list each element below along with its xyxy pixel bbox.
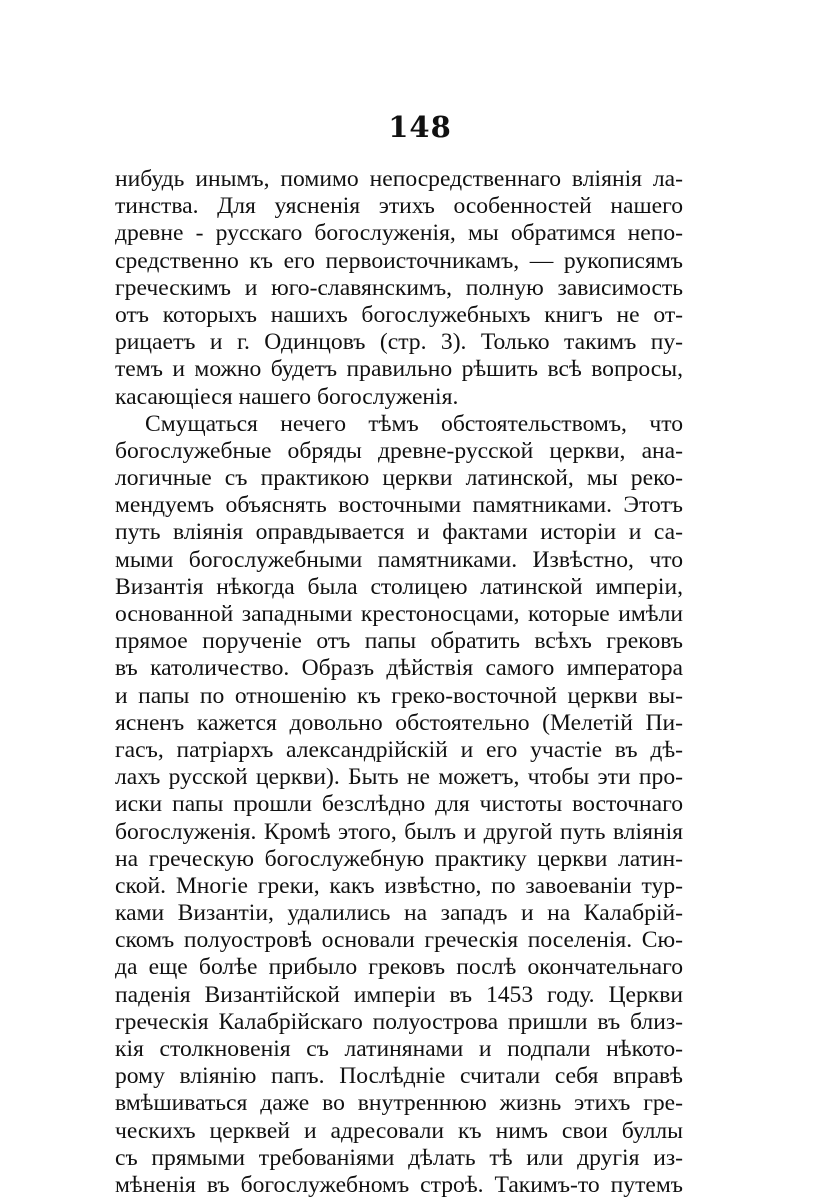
text-line: ками Византіи, удалились на западъ и на Калабрій- bbox=[115, 900, 683, 927]
text-line: средственно къ его первоисточникамъ, — рукописямъ bbox=[115, 247, 683, 274]
text-line: гасъ, патріархъ александрійскій и его участіе въ дѣ- bbox=[115, 736, 683, 763]
text-line: рицаетъ и г. Одинцовъ (стр. 3). Только такимъ пу- bbox=[115, 329, 683, 356]
text-line: паденія Византійской имперіи въ 1453 году. Церкви bbox=[115, 981, 683, 1008]
page-number: 148 bbox=[388, 110, 452, 144]
text-line: ской. Многіе греки, какъ извѣстно, по завоеваніи тур- bbox=[115, 872, 683, 899]
text-line: съ прямыми требованіями дѣлать тѣ или другія из- bbox=[115, 1144, 683, 1171]
text-line: ясненъ кажется довольно обстоятельно (Мелетій Пи- bbox=[115, 709, 683, 736]
text-line: на греческую богослужебную практику церкви латин- bbox=[115, 845, 683, 872]
text-line: мендуемъ объяснять восточными памятниками. Этотъ bbox=[115, 492, 683, 519]
text-line: рому вліянію папъ. Послѣдніе считали себя вправѣ bbox=[115, 1063, 683, 1090]
text-line: основанной западными крестоносцами, которые имѣли bbox=[115, 601, 683, 627]
text-line: древне - русскаго богослуженія, мы обратимся непо- bbox=[115, 220, 683, 247]
text-line: лахъ русской церкви). Быть не можетъ, чтобы эти про- bbox=[115, 764, 683, 791]
text-line: греческимъ и юго-славянскимъ, полную зависимость bbox=[115, 274, 683, 301]
text-line: Смущаться нечего тѣмъ обстоятельствомъ, что bbox=[145, 410, 683, 437]
body-text bbox=[115, 166, 683, 1199]
text-line: богослужебные обряды древне-русской церкви, ана- bbox=[115, 437, 683, 464]
text-line: богослуженія. Кромѣ этого, былъ и другой путь вліянія bbox=[115, 818, 683, 845]
text-line: Византія нѣкогда была столицею латинской имперіи, bbox=[115, 573, 683, 600]
text-line: мѣненія въ богослужебномъ строѣ. Такимъ-то путемъ bbox=[115, 1171, 683, 1198]
paragraph-1 bbox=[115, 166, 683, 411]
text-line: ческихъ церквей и адресовали къ нимъ свои буллы bbox=[115, 1117, 683, 1144]
text-line: скомъ полуостровѣ основали греческія поселенія. Сю- bbox=[115, 927, 683, 954]
text-line: да еще болѣе прибыло грековъ послѣ окончательнаго bbox=[115, 954, 683, 981]
paragraph-2 bbox=[115, 411, 683, 1199]
text-line: путь вліянія оправдывается и фактами исторіи и са- bbox=[115, 519, 683, 546]
text-line: касающіеся нашего богослуженія. bbox=[115, 383, 459, 410]
text-line: отъ которыхъ нашихъ богослужебныхъ книгъ не от- bbox=[115, 301, 683, 328]
text-line: темъ и можно будетъ правильно рѣшить всѣ вопросы, bbox=[115, 356, 683, 383]
text-line: и папы по отношенію къ греко-восточной церкви вы- bbox=[115, 682, 683, 709]
text-line: вмѣшиваться даже во внутреннюю жизнь этихъ гре- bbox=[115, 1090, 683, 1117]
text-line: въ католичество. Образъ дѣйствія самого императора bbox=[115, 655, 683, 682]
text-line: мыми богослужебными памятниками. Извѣстно, что bbox=[115, 546, 683, 573]
text-line: греческія Калабрійскаго полуострова пришли въ близ- bbox=[115, 1008, 683, 1035]
text-line: иски папы прошли безслѣдно для чистоты восточнаго bbox=[115, 791, 683, 818]
text-line: тинства. Для уясненія этихъ особенностей нашего bbox=[115, 193, 683, 220]
text-line: кія столкновенія съ латинянами и подпали нѣкото- bbox=[115, 1036, 683, 1062]
text-line: логичные съ практикою церкви латинской, мы реко- bbox=[115, 465, 683, 492]
text-line: нибудь инымъ, помимо непосредственнаго вліянія ла- bbox=[115, 166, 683, 192]
text-line: прямое порученіе отъ папы обратить всѣхъ грековъ bbox=[115, 628, 683, 655]
